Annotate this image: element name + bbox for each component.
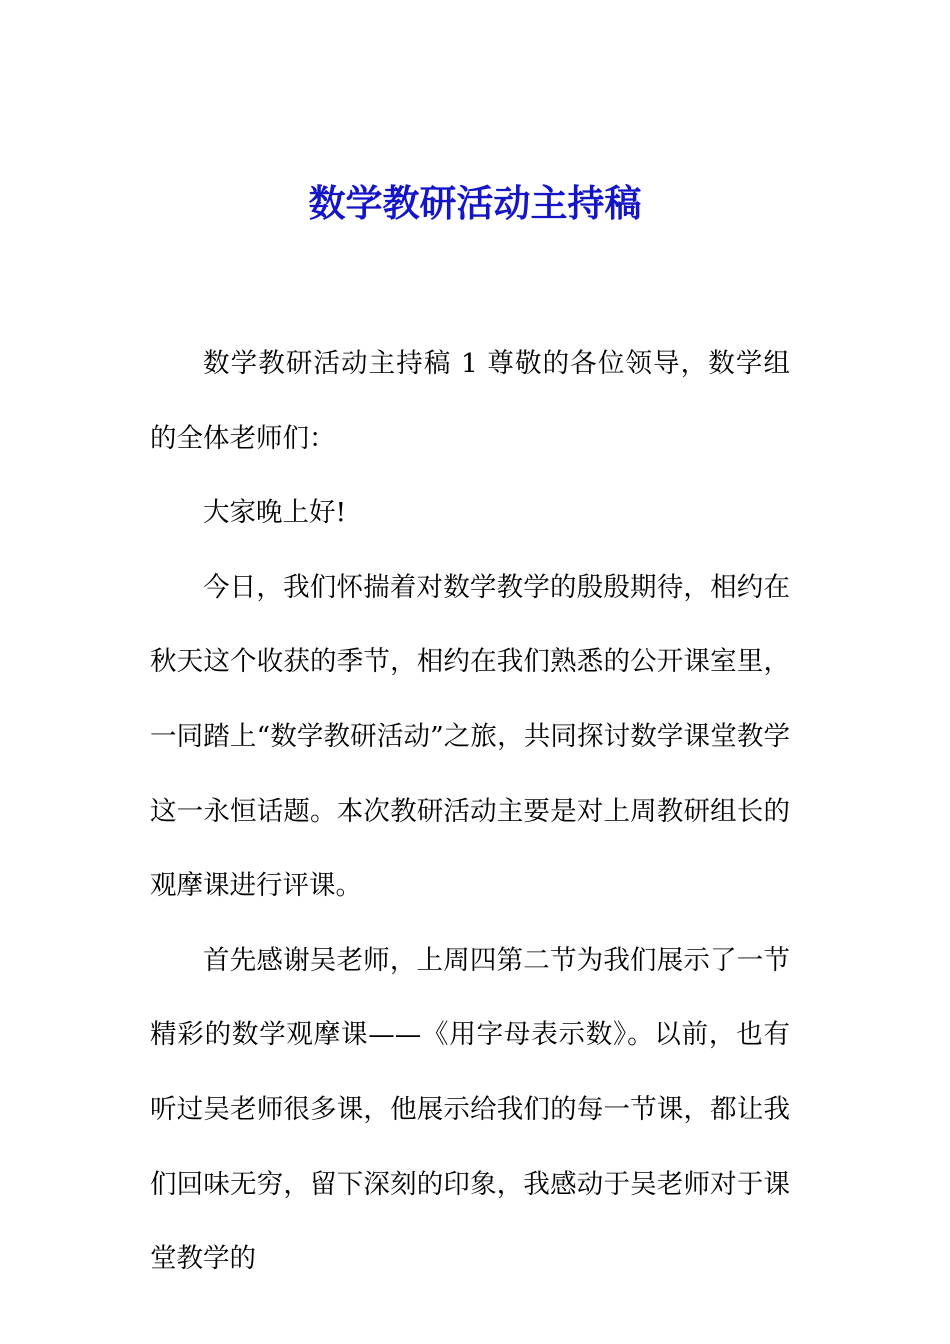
paragraph-salutation: 大家晚上好! bbox=[203, 497, 347, 529]
paragraph-introduction: 今日，我们怀揣着对数学教学的殷殷期待，相约在秋天这个收获的季节，相约在我们熟悉的公开课室里，一同踏上“数学教研活动”之旅，共同探讨数学课堂教学这一永恒话题。本次教研活动主要是对上周教研组长的观摩课进行评课。 bbox=[150, 571, 790, 902]
document-title: 数学教研活动主持稿 bbox=[308, 181, 642, 225]
paragraph-greeting: 数学教研活动主持稿 1 尊敬的各位领导，数学组的全体老师们： bbox=[150, 348, 790, 454]
paragraph-thanks: 首先感谢吴老师，上周四第二节为我们展示了一节精彩的数学观摩课——《用字母表示数》。以前，也有听过吴老师很多课，他展示给我们的每一节课，都让我们回味无穷，留下深刻的印象，我感动于吴老师对于课堂教学的 bbox=[150, 944, 790, 1275]
document-body bbox=[150, 327, 790, 1297]
